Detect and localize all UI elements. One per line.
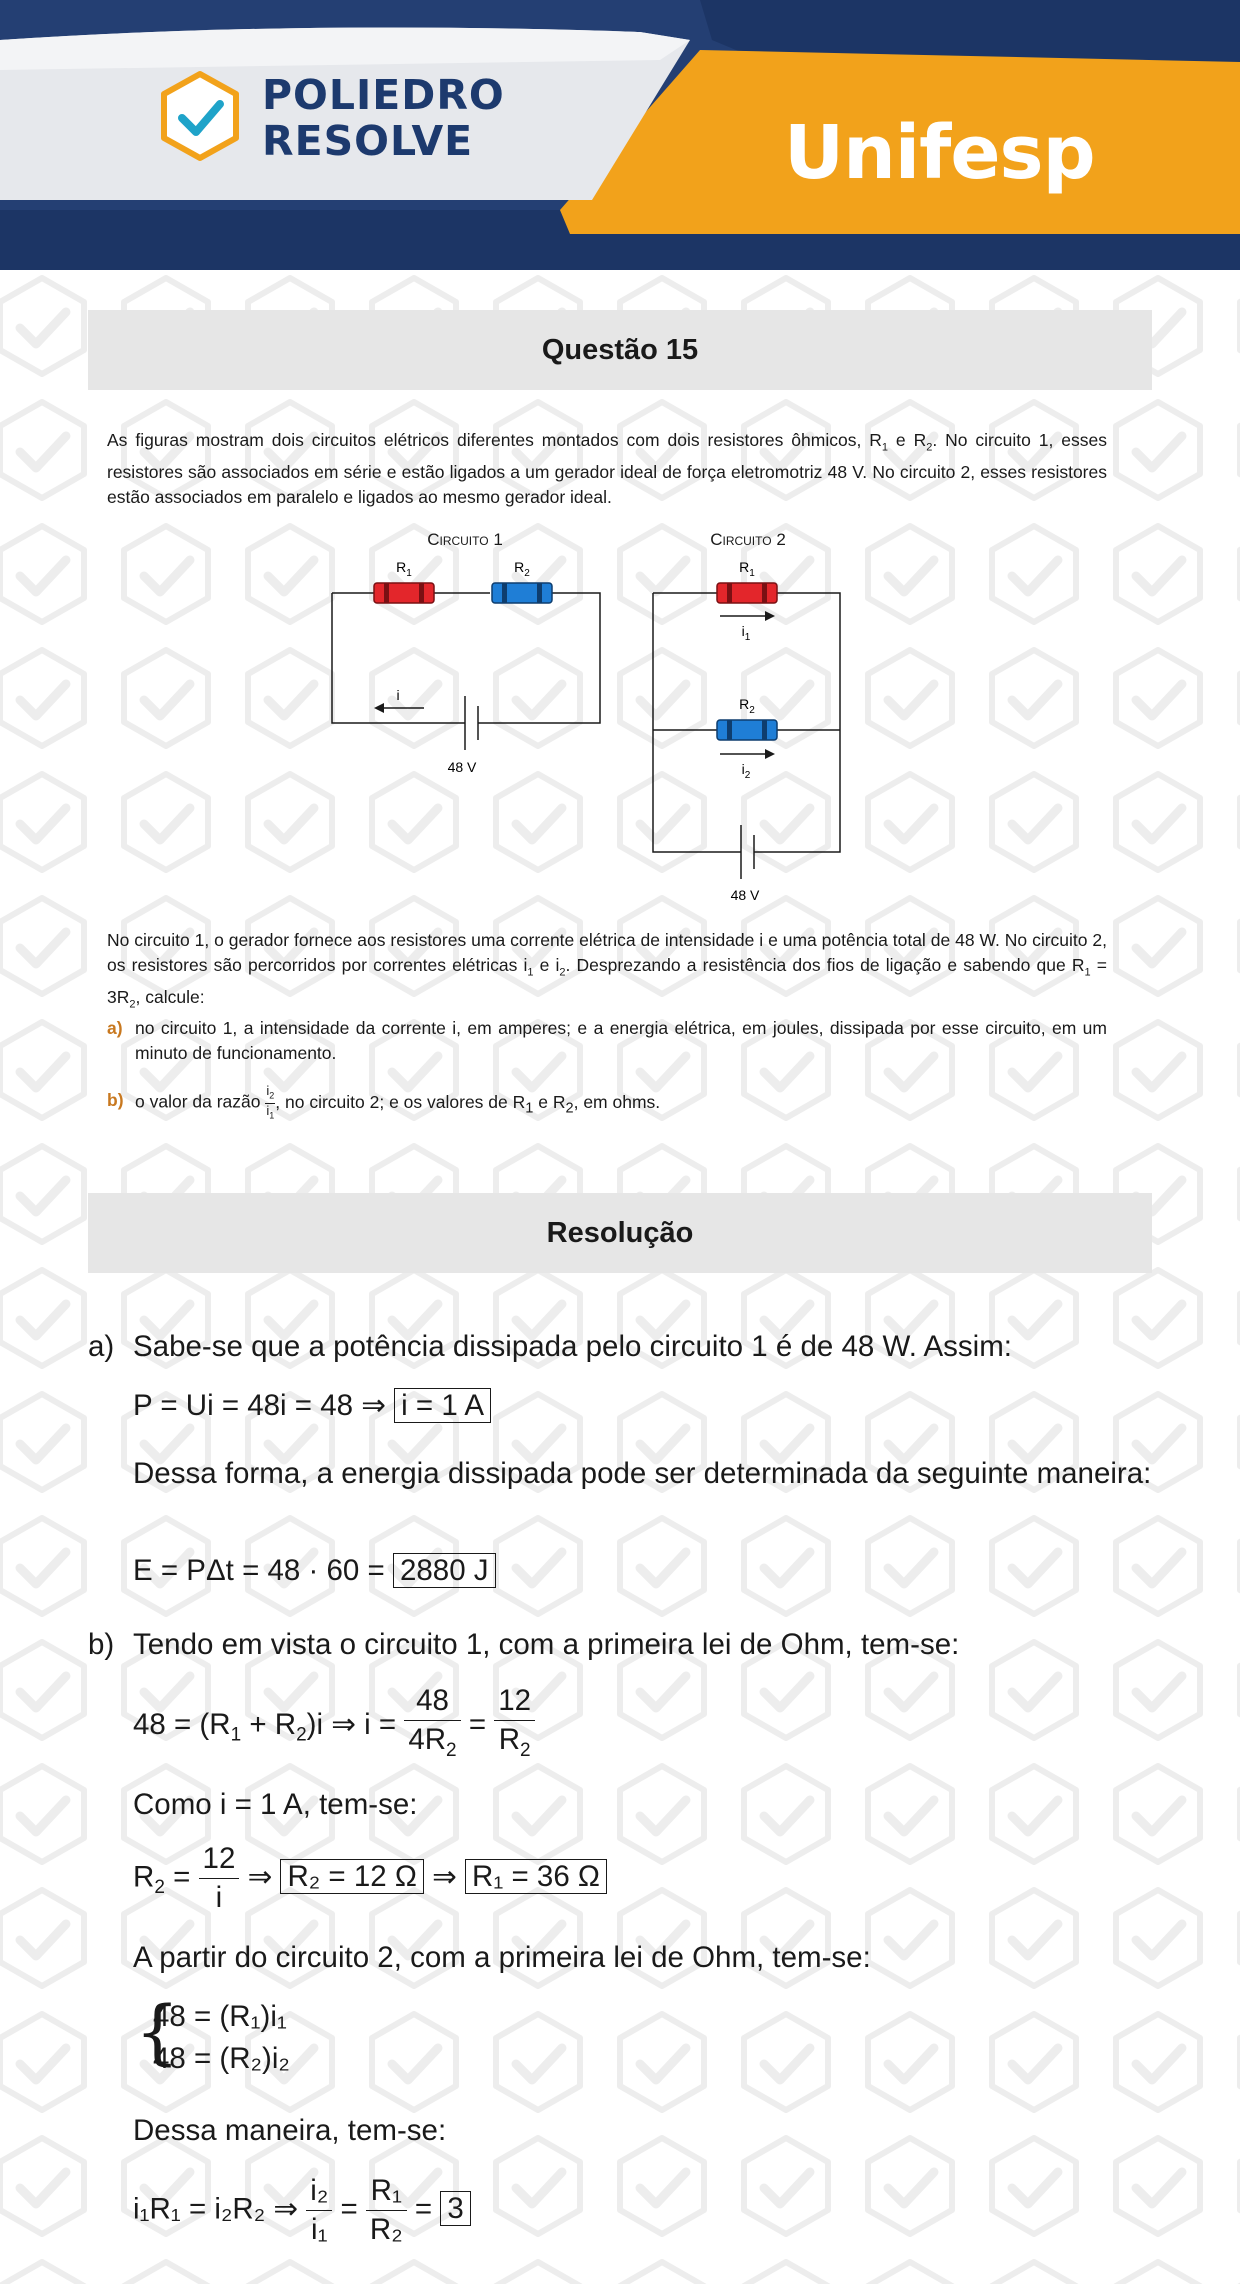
item-b-pre: o valor da razão	[135, 1091, 261, 1112]
resolution-a-label: a)	[88, 1330, 115, 1363]
circuit-2-i2-label: $i_2$	[741, 761, 751, 781]
circuit-1	[332, 530, 600, 775]
equation-resistances	[133, 1840, 607, 1917]
item-b-ratio: $\frac{i_2}{i_1}$	[266, 1083, 275, 1121]
question-intro: As figuras mostram dois circuitos elétricos diferentes montados com dois resistores ôhmicos, $R_1$ e $R_2$. No circuito 1, esses resistores são associados em série e estão ligados a um gerador ideal de força eletromotriz 48 V. No circuito 2, esses resistores estão associados em paralelo e ligados ao mesmo gerador ideal.	[107, 430, 1107, 507]
logo-text	[262, 72, 505, 164]
eq4-sub: 2	[154, 1877, 165, 1899]
dessa-text: Dessa maneira, tem-se:	[133, 2114, 447, 2147]
item-b-label: b)	[107, 1090, 124, 1110]
eq4-lhs: R	[133, 1860, 155, 1894]
eq4-arrow-1: ⇒	[247, 1860, 273, 1894]
page-header	[0, 0, 1240, 270]
equation-ohm-series	[133, 1682, 535, 1770]
equation-system	[135, 1991, 290, 2080]
circuit2-text: A partir do circuito 2, com a primeira lei de Ohm, tem-se:	[133, 1941, 871, 1974]
system-brace: {	[135, 1991, 180, 2073]
eq5-equals-1: =	[340, 2192, 358, 2226]
eq3-fraction-1: $\frac{48}{4R_2}$	[404, 1682, 460, 1770]
answer-energy-box: 2880 J	[393, 1553, 496, 1588]
equation-energy-text: E = PΔt = 48 · 60 =	[133, 1554, 385, 1587]
item-a-text: no circuito 1, a intensidade da corrente i, em amperes; e a energia elétrica, em joules, dissipada por esse circuito, em um minuto de funcionamento.	[135, 1018, 1107, 1063]
brand-title: Unifesp	[784, 110, 1095, 196]
eq5-fraction-2: $\frac{\text{R₁}}{\text{R₂}}$	[366, 2172, 407, 2249]
item-b-text	[135, 1084, 1107, 1122]
resolution-b-label: b)	[88, 1628, 115, 1661]
answer-r2-box: R₂ = 12 Ω	[280, 1859, 423, 1894]
equation-ratio	[133, 2172, 471, 2249]
answer-r1-box: R₁ = 36 Ω	[465, 1859, 607, 1894]
item-b-post: , no circuito 2; e os valores de $R_1$ e $R_2$, em ohms.	[275, 1091, 661, 1117]
eq4-arrow-2: ⇒	[432, 1860, 457, 1894]
circuit-1-resistor-r2	[492, 583, 552, 603]
circuit-1-resistor-r1	[374, 583, 434, 603]
equation-energy	[133, 1554, 496, 1588]
equation-power	[133, 1388, 491, 1423]
circuit-1-voltage-label: 48 V	[447, 759, 477, 775]
circuit-2-title: Circuito 2	[710, 530, 786, 549]
circuit-1-title: Circuito 1	[427, 530, 503, 549]
circuit-1-current-label: i	[396, 687, 400, 703]
circuit-diagrams	[320, 520, 920, 920]
answer-ratio-box: 3	[440, 2191, 470, 2226]
eq3-sub1: 1	[230, 1724, 242, 1746]
eq5-equals-2: =	[414, 2192, 433, 2226]
resolution-b-intro: Tendo em vista o circuito 1, com a primeira lei de Ohm, tem-se:	[133, 1628, 960, 1661]
eq3-lhs: 48 = (R	[133, 1707, 231, 1741]
eq3-equals: =	[468, 1707, 487, 1741]
question-item-a	[107, 1016, 1107, 1065]
circuit-2-voltage-label: 48 V	[730, 887, 760, 903]
question-body: No circuito 1, o gerador fornece aos resistores uma corrente elétrica de intensidade i e uma potência total de 48 W. No circuito 2, os resistores são percorridos por correntes elétricas $i_1$ e $i_2$. Desprezando a resistência dos fios de ligação e sabendo que $R_1 = 3R_2$, calcule:	[107, 930, 1107, 1010]
logo-line-2: RESOLVE	[262, 117, 474, 165]
answer-current-box: i = 1 A	[394, 1388, 491, 1423]
circuit-2-resistor-r1	[717, 583, 777, 603]
system-line-2: 48 = (R₂)i₂	[153, 2042, 290, 2075]
eq3-mid2: )i ⇒ i =	[306, 1707, 397, 1741]
eq4-equals: =	[173, 1860, 191, 1894]
item-a-label: a)	[107, 1018, 123, 1038]
como-text: Como i = 1 A, tem-se:	[133, 1788, 418, 1821]
eq5-fraction-1: $\frac{\text{i₂}}{\text{i₁}}$	[306, 2172, 332, 2249]
circuit-2-r1-label: $R_1$	[739, 559, 755, 579]
eq3-fraction-2: $\frac{12}{R_2}$	[494, 1682, 535, 1770]
eq5-lhs: i₁R₁ = i₂R₂ ⇒	[133, 2192, 299, 2226]
circuit-2-i1-label: $i_1$	[741, 623, 751, 643]
circuit-1-r1-label: $R_1$	[396, 559, 412, 579]
eq3-sub2: 2	[296, 1724, 307, 1746]
resolution-a-intro: Sabe-se que a potência dissipada pelo circuito 1 é de 48 W. Assim:	[133, 1330, 1012, 1363]
poliedro-logo-icon	[152, 68, 248, 164]
question-title: Questão 15	[88, 310, 1152, 390]
question-item-b	[107, 1084, 1107, 1122]
equation-power-text: P = Ui = 48i = 48 ⇒	[133, 1389, 386, 1422]
circuit-1-r2-label: $R_2$	[514, 559, 530, 579]
eq3-mid1: + R	[241, 1707, 297, 1741]
system-line-1: 48 = (R₁)i₁	[153, 2000, 287, 2033]
circuit-2-r2-label: $R_2$	[739, 696, 755, 716]
eq4-fraction: $\frac{12}{i}$	[199, 1840, 240, 1917]
circuit-2	[653, 530, 840, 903]
resolution-title: Resolução	[88, 1193, 1152, 1273]
energy-text: Dessa forma, a energia dissipada pode ser determinada da seguinte maneira:	[133, 1457, 1152, 1490]
circuit-2-resistor-r2	[717, 720, 777, 740]
logo-line-1: POLIEDRO	[262, 71, 505, 119]
